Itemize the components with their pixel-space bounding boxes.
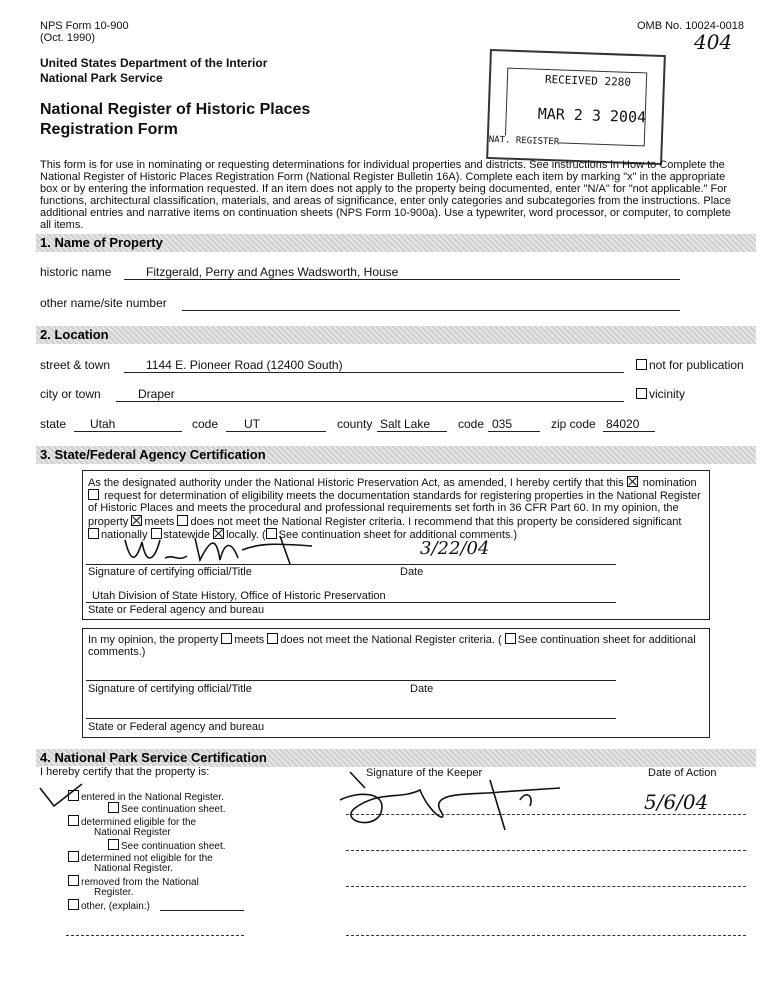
section-1-heading: 1. Name of Property [36,234,756,252]
entered-continuation-option[interactable]: See continuation sheet. [108,802,226,815]
state-code-field[interactable]: UT [244,417,260,431]
action-date-handwritten: 5/6/04 [644,790,709,814]
section-3-heading: 3. State/Federal Agency Certification [36,446,756,464]
agency2-label: State or Federal agency and bureau [88,721,265,733]
nomination-checkbox[interactable] [627,476,638,487]
stamp-date: MAR 2 3 2004 [537,104,647,127]
other-option[interactable]: other, (explain:) [68,899,150,912]
cert-line-2: request for determination of eligibility meets the documentation standards for registering properties in the National Register [88,489,701,502]
request-determination-checkbox[interactable] [88,489,99,500]
county-code-field[interactable]: 035 [492,417,513,431]
signature2-label: Signature of certifying official/Title [88,683,252,695]
determined-eligible-line2: National Register [94,827,171,838]
removed-option[interactable]: removed from the National [68,875,199,888]
vicinity-checkbox[interactable]: vicinity [636,387,685,401]
received-stamp [486,49,666,165]
city-field[interactable]: Draper [138,387,175,401]
nps-intro: I hereby certify that the property is: [40,766,210,778]
county-label: county [337,417,373,431]
city-label: city or town [40,387,101,401]
not-eligible-line2: National Register. [94,863,173,874]
page-subtitle: Registration Form [40,121,178,138]
entered-option[interactable]: entered in the National Register. [68,790,224,803]
section-4-heading: 4. National Park Service Certification [36,749,756,767]
opinion-does-not-meet-checkbox[interactable] [267,633,278,644]
agency-field[interactable]: Utah Division of State History, Office of Historic Preservation [92,590,386,602]
state-code-label: code [192,417,219,431]
state-field[interactable]: Utah [90,417,116,431]
department: United States Department of the Interior [40,56,268,70]
historic-name-field[interactable]: Fitzgerald, Perry and Agnes Wadsworth, House [146,265,399,279]
opinion-meets-checkbox[interactable] [221,633,232,644]
opinion-line-1: In my opinion, the property meets does not meet the National Register criteria. ( See continuation sheet for additional [88,634,696,646]
omb-number: OMB No. 10024-0018 [637,20,745,32]
stamp-register: NAT. REGISTER [488,134,560,148]
not-for-publication-checkbox[interactable]: not for publication [636,358,744,372]
county-field[interactable]: Salt Lake [380,417,431,431]
historic-name-label: historic name [40,265,112,279]
determined-eligible-option[interactable]: determined eligible for the [68,815,196,828]
form-date: (Oct. 1990) [40,32,96,44]
cert-line-1: As the designated authority under the National Historic Preservation Act, as amended, I hereby certify that this nomination [88,477,697,489]
page-title: National Register of Historic Places [40,101,311,118]
opinion-line-2: comments.) [88,646,146,658]
signature-label: Signature of certifying official/Title [88,566,252,578]
cert-line-5: nationally statewide locally. ( See continuation sheet for additional comments.) [88,528,517,541]
street-label: street & town [40,358,111,372]
handwritten-number: 404 [694,30,733,54]
cert-date-handwritten: 3/22/04 [420,538,490,559]
county-code-label: code [458,417,485,431]
removed-line2: Register. [94,887,134,898]
agency: National Park Service [40,71,163,85]
instructions-text: This form is for use in nominating or requesting determinations for individual properties and districts. See instructions in How to Complete the National Register of Historic Places Registration Form (National Register Bulletin 16A). Complete each item by marking "x" in the appropriate box or by entering the information requested. If an item does not apply to the property being documented, enter "N/A" for "not applicable." For functions, architectural classification, materials, and areas of significance, enter only categories and subcategories from the instructions. Place additional entries and narrative items on continuation sheets (NPS Form 10-900a). Use a typewriter, word processor, or computer, to complete all items. [40,159,731,231]
not-eligible-option[interactable]: determined not eligible for the [68,851,213,864]
meets-checkbox[interactable] [131,515,142,526]
does-not-meet-checkbox[interactable] [177,515,188,526]
other-name-label: other name/site number [40,296,167,310]
street-field[interactable]: 1144 E. Pioneer Road (12400 South) [146,358,343,372]
nationally-checkbox[interactable] [88,528,99,539]
action-date-label: Date of Action [648,767,717,779]
date-label: Date [400,566,424,578]
agency-label: State or Federal agency and bureau [88,604,265,616]
form-number: NPS Form 10-900 [40,20,129,32]
cert-line-4: property meets does not meet the National Register criteria. I recommend that this property be considered significant [88,516,682,528]
keeper-label: Signature of the Keeper [366,767,483,779]
zip-label: zip code [551,417,596,431]
date2-label: Date [410,683,434,695]
cert-line-3: of Historic Places and meets the procedural and professional requirements set forth in 36 CFR Part 60. In my opinion, the [88,502,679,514]
eligible-continuation-option[interactable]: See continuation sheet. [108,839,226,852]
opinion-continuation-checkbox[interactable] [505,633,516,644]
keeper-signature [330,770,630,840]
state-label: state [40,417,67,431]
zip-field[interactable]: 84020 [606,417,640,431]
section-2-heading: 2. Location [36,326,756,344]
stamp-received: RECEIVED 2280 [544,72,632,89]
